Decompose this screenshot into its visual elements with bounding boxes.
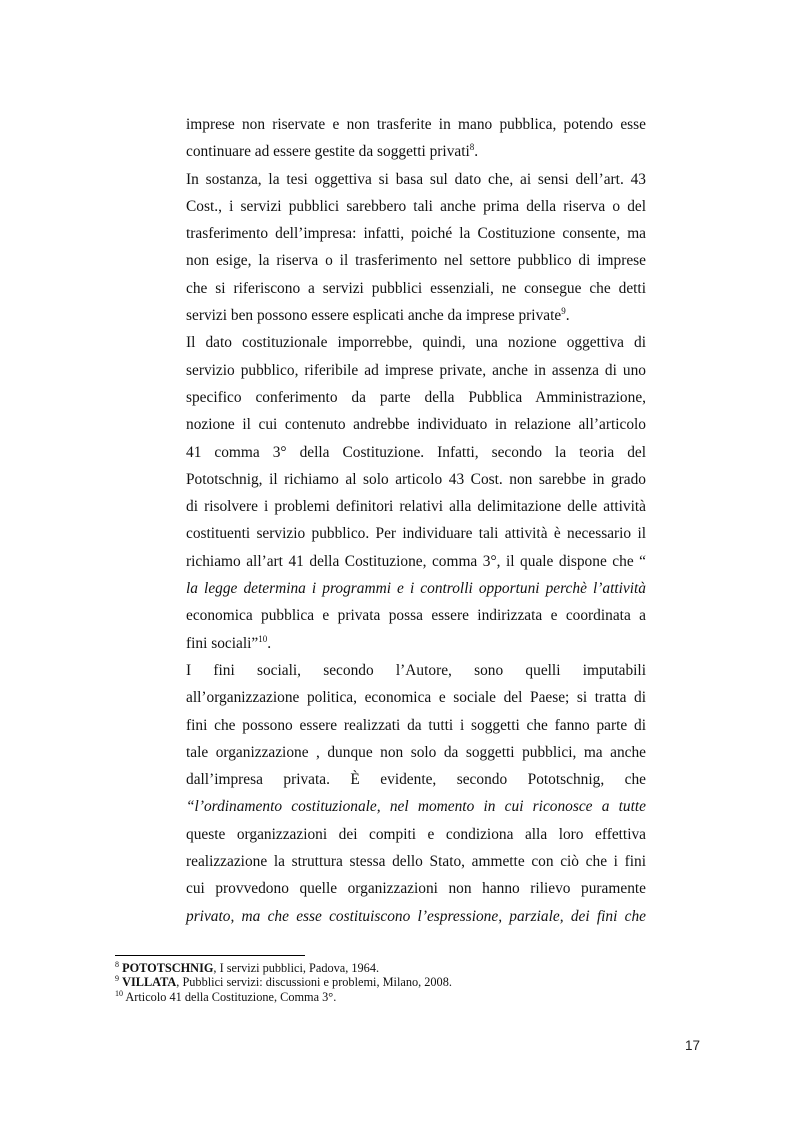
- footnote-number: 10: [115, 988, 123, 998]
- footnote-ref[interactable]: 10: [258, 633, 268, 644]
- text-line: [186, 548, 646, 575]
- text-line: [186, 166, 646, 193]
- text-line-content: nozione il cui contenuto andrebbe individuato in relazione all’articolo: [186, 416, 646, 434]
- footnote-text: Articolo 41 della Costituzione, Comma 3°.: [125, 989, 337, 1004]
- footnote-text: , Pubblici servizi: discussioni e problemi, Milano, 2008.: [176, 975, 452, 990]
- text-line: [186, 657, 646, 684]
- text-line-content: la legge determina i programmi e i controlli opportuni perchè l’attività: [186, 580, 646, 598]
- text-line: [186, 138, 646, 165]
- text-line-content: dall’impresa privata. È evidente, secondo Pototschnig, che: [186, 771, 646, 789]
- text-line-tail: .: [474, 143, 479, 161]
- footnote-text: , I servizi pubblici, Padova, 1964.: [213, 961, 380, 975]
- footnote-ref[interactable]: 9: [561, 305, 566, 316]
- text-line: [186, 630, 646, 657]
- text-line-content: fini sociali”: [186, 634, 259, 652]
- text-line: [186, 275, 646, 302]
- text-line: [186, 247, 646, 274]
- text-line-content: “l’ordinamento costituzionale, nel momento in cui riconosce a tutte: [186, 798, 646, 816]
- footnote-item: [115, 961, 675, 975]
- text-line: [186, 875, 646, 902]
- text-line-content: tale organizzazione , dunque non solo da soggetti pubblici, ma anche: [186, 743, 646, 761]
- text-line: [186, 193, 646, 220]
- text-line-content: economica pubblica e privata possa essere indirizzata e coordinata a: [186, 607, 646, 625]
- text-line: [186, 712, 646, 739]
- text-line: [186, 329, 646, 356]
- text-line: [186, 439, 646, 466]
- text-line-content: all’organizzazione politica, economica e sociale del Paese; si tratta di: [186, 689, 646, 707]
- text-line-content: costituenti servizio pubblico. Per individuare tali attività è necessario il: [186, 525, 646, 543]
- text-line-content: queste organizzazioni dei compiti e condiziona alla loro effettiva: [186, 825, 646, 843]
- text-line: [186, 766, 646, 793]
- text-line-content: fini che possono essere realizzati da tutti i soggetti che fanno parte di: [186, 716, 646, 734]
- text-line: [186, 220, 646, 247]
- footnote-number: 8: [115, 959, 119, 969]
- text-line: [186, 411, 646, 438]
- footnote-author: VILLATA: [122, 975, 177, 990]
- page-number: 17: [684, 1038, 700, 1053]
- text-line-content: Pototschnig, il richiamo al solo articolo 43 Cost. non sarebbe in grado: [186, 470, 646, 488]
- text-line-content: I fini sociali, secondo l’Autore, sono quelli imputabili: [186, 661, 646, 679]
- footnotes: [115, 961, 675, 1004]
- text-line: [186, 793, 646, 820]
- text-line-content: Cost., i servizi pubblici sarebbero tali anche prima della riserva o del: [186, 197, 646, 215]
- text-line-content: richiamo all’art 41 della Costituzione, comma 3°, il quale dispone che “: [186, 552, 646, 570]
- footnote-item: [115, 975, 675, 989]
- footnote-ref[interactable]: 8: [469, 142, 475, 153]
- footnote-item: [115, 990, 675, 1004]
- text-line: [186, 493, 646, 520]
- text-line-content: servizio pubblico, riferibile ad imprese private, anche in assenza di uno: [186, 361, 646, 379]
- text-line-tail: .: [267, 634, 272, 652]
- text-line: [186, 575, 646, 602]
- footnote-author: POTOTSCHNIG: [122, 961, 214, 975]
- footnote-separator: [115, 955, 305, 956]
- text-line: [186, 821, 646, 848]
- text-line: [186, 684, 646, 711]
- text-line: [186, 302, 646, 329]
- text-line-content: Il dato costituzionale imporrebbe, quindi, una nozione oggettiva di: [186, 334, 646, 352]
- text-line-content: trasferimento dell’impresa: infatti, poiché la Costituzione consente, ma: [186, 225, 646, 243]
- text-line-content: 41 comma 3° della Costituzione. Infatti, secondo la teoria del: [186, 443, 646, 461]
- text-line-tail: .: [565, 307, 570, 325]
- text-line: [186, 357, 646, 384]
- text-line-content: servizi ben possono essere esplicati anche da imprese private: [186, 307, 562, 325]
- text-line-content: imprese non riservate e non trasferite in mano pubblica, potendo esse: [186, 116, 646, 133]
- text-line: [186, 739, 646, 766]
- text-line-content: specifico conferimento da parte della Pubblica Amministrazione,: [186, 388, 646, 406]
- footnote-number: 9: [115, 974, 119, 984]
- text-line: [186, 602, 646, 629]
- text-line: [186, 848, 646, 875]
- body-text: [186, 111, 646, 930]
- text-line-content: realizzazione la struttura stessa dello Stato, ammette con ciò che i fini: [186, 853, 646, 871]
- text-line-content: In sostanza, la tesi oggettiva si basa sul dato che, ai sensi dell’art. 43: [186, 170, 646, 188]
- text-line-content: continuare ad essere gestite da soggetti privati: [186, 143, 470, 161]
- text-line: [186, 384, 646, 411]
- text-line-content: che si riferiscono a servizi pubblici essenziali, ne consegue che detti: [186, 279, 646, 297]
- text-line: [186, 111, 646, 138]
- text-line-content: non esige, la riserva o il trasferimento nel settore pubblico di imprese: [186, 252, 646, 270]
- text-line-content: di risolvere i problemi definitori relativi alla delimitazione delle attività: [186, 498, 646, 516]
- text-line: [186, 903, 646, 930]
- text-line: [186, 520, 646, 547]
- text-line-content: cui provvedono quelle organizzazioni non hanno rilievo puramente: [186, 880, 646, 898]
- text-line: [186, 466, 646, 493]
- text-line-content: privato, ma che esse costituiscono l’espressione, parziale, dei fini che: [186, 907, 646, 925]
